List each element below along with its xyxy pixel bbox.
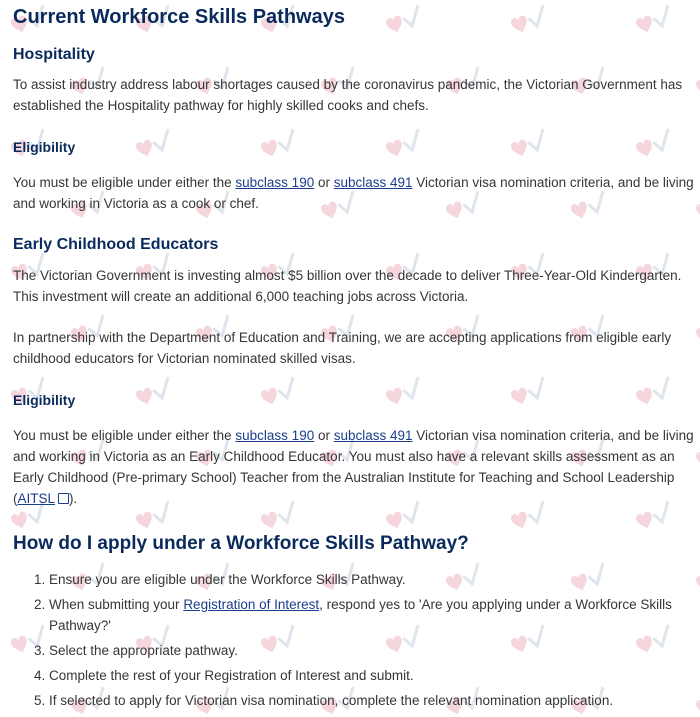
list-item <box>49 569 700 590</box>
aitsl-link[interactable] <box>18 491 70 506</box>
aitsl-link-label: AITSL <box>17 491 56 506</box>
section-heading-early-childhood: Early Childhood Educators <box>13 236 219 253</box>
watermark-mark <box>259 377 299 407</box>
subclass-190-link[interactable]: subclass 190 <box>235 175 315 190</box>
ece-eligibility-text <box>13 425 697 509</box>
watermark-mark <box>634 129 674 159</box>
watermark-mark <box>509 377 549 407</box>
apply-steps-list <box>13 569 700 715</box>
step-text: Ensure you are eligible under the Workforce Skills Pathway. <box>49 572 406 587</box>
ece-eligibility-heading: Eligibility <box>13 392 76 408</box>
watermark-mark <box>509 5 549 35</box>
text-fragment: or <box>314 428 334 443</box>
hospitality-eligibility-heading: Eligibility <box>13 139 76 155</box>
watermark-mark <box>384 129 424 159</box>
watermark-mark <box>384 5 424 35</box>
text-fragment: Victorian visa nomination criteria, and be living and working in Victoria as an Early Childhood Educator. You must also have a relevant skills assessment as an Early Childhood (Pre-primary School) Teacher from the Australian Institute for Teaching and School Leadership ( <box>13 428 694 506</box>
step-text: If selected to apply for Victorian visa nomination, complete the relevant nomination application. <box>49 693 614 708</box>
watermark-mark <box>384 377 424 407</box>
watermark-mark <box>509 129 549 159</box>
watermark-mark <box>634 377 674 407</box>
text-fragment: Victorian visa nomination criteria, and be living and working in Victoria as a cook or chef. <box>13 175 694 211</box>
hospitality-intro: To assist industry address labour shortages caused by the coronavirus pandemic, the Victorian Government has established the Hospitality pathway for highly skilled cooks and chefs. <box>13 77 683 113</box>
step-text: , respond yes to 'Are you applying under a Workforce Skills Pathway?' <box>49 597 672 633</box>
hospitality-eligibility-text <box>13 172 697 214</box>
page-title: Current Workforce Skills Pathways <box>13 6 345 28</box>
text-fragment: You must be eligible under either the <box>13 175 236 190</box>
text-fragment: You must be eligible under either the <box>13 428 236 443</box>
watermark-mark <box>134 377 174 407</box>
section-heading-how-to-apply: How do I apply under a Workforce Skills Pathway? <box>13 533 469 554</box>
subclass-491-link[interactable]: subclass 491 <box>333 428 413 443</box>
list-item <box>49 594 700 636</box>
external-link-icon <box>58 493 69 504</box>
list-item <box>49 665 700 686</box>
watermark-mark <box>134 129 174 159</box>
ece-para-1: The Victorian Government is investing almost $5 billion over the decade to deliver Three-Year-Old Kindergarten. This investment will create an additional 6,000 teaching jobs across Victoria. <box>13 268 682 304</box>
registration-of-interest-link[interactable]: Registration of Interest <box>183 597 320 612</box>
text-fragment: or <box>314 175 334 190</box>
subclass-190-link[interactable]: subclass 190 <box>235 428 315 443</box>
watermark-mark <box>259 129 299 159</box>
list-item <box>49 690 700 711</box>
step-text: Select the appropriate pathway. <box>49 643 238 658</box>
list-item <box>49 640 700 661</box>
step-text: Complete the rest of your Registration of Interest and submit. <box>49 668 414 683</box>
watermark-mark <box>634 5 674 35</box>
step-text: When submitting your <box>49 597 184 612</box>
section-heading-hospitality: Hospitality <box>13 46 95 63</box>
text-fragment: ). <box>69 491 78 506</box>
ece-para-2: In partnership with the Department of Education and Training, we are accepting applications from eligible early childhood educators for Victorian nominated skilled visas. <box>13 330 672 366</box>
subclass-491-link[interactable]: subclass 491 <box>333 175 413 190</box>
